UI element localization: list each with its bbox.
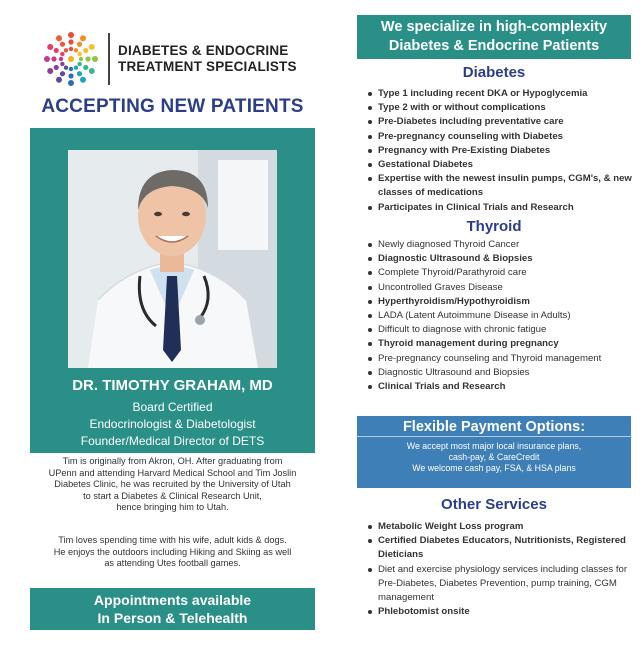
list-item: Diet and exercise physiology services including classes for Pre-Diabetes, Diabetes Prevention, pump training, CGM management <box>367 563 635 606</box>
logo-flower-icon <box>40 28 102 90</box>
bio-paragraph-1 <box>30 456 315 514</box>
list-item: Metabolic Weight Loss program <box>367 520 635 534</box>
specialize-line-2: Diabetes & Endocrine Patients <box>388 38 600 54</box>
list-item: Type 1 including recent DKA or Hypoglycemia <box>367 87 635 101</box>
list-item: Clinical Trials and Research <box>367 380 635 394</box>
logo <box>40 28 310 90</box>
specialize-line-1: We specialize in high-complexity <box>380 19 608 35</box>
logo-line-2: TREATMENT SPECIALISTS <box>118 59 297 74</box>
bio-line: to start a Diabetes & Clinical Research Unit, <box>83 490 262 501</box>
list-item: Diagnostic Ultrasound and Biopsies <box>367 366 635 380</box>
bio-paragraph-2 <box>30 535 315 570</box>
list-item: Hyperthyroidism/Hypothyroidism <box>367 295 635 309</box>
thyroid-list <box>367 238 635 394</box>
diabetes-list <box>367 87 635 215</box>
bio-line: hence bringing him to Utah. <box>116 502 229 513</box>
bio-line: He enjoys the outdoors including Hiking and Skiing as well <box>53 546 292 557</box>
list-item: Participates in Clinical Trials and Research <box>367 201 635 215</box>
specialize-banner <box>357 15 631 59</box>
list-item: Diagnostic Ultrasound & Biopsies <box>367 252 635 266</box>
list-item: Expertise with the newest insulin pumps, CGM's, & new classes of medications <box>367 172 635 200</box>
thyroid-title: Thyroid <box>466 218 522 235</box>
list-item: LADA (Latent Autoimmune Disease in Adults) <box>367 309 635 323</box>
other-services-list <box>367 520 635 619</box>
list-item: Pre-pregnancy counseling with Diabetes <box>367 130 635 144</box>
list-item: Uncontrolled Graves Disease <box>367 281 635 295</box>
payment-banner <box>357 416 631 488</box>
list-item: Pre-pregnancy counseling and Thyroid management <box>367 352 635 366</box>
bio-line: Diabetes Clinic, he was recruited by the University of Utah <box>54 479 291 490</box>
list-item: Thyroid management during pregnancy <box>367 337 635 351</box>
diabetes-title: Diabetes <box>462 64 526 81</box>
list-item: Gestational Diabetes <box>367 158 635 172</box>
bio-line: as attending Utes football games. <box>104 558 241 569</box>
bio-line: Tim loves spending time with his wife, adult kids & dogs. <box>58 535 287 545</box>
payment-line-2: cash-pay, & CareCredit <box>448 452 540 462</box>
doctor-portrait-illustration <box>68 150 277 368</box>
list-item: Phlebotomist onsite <box>367 605 635 619</box>
list-item: Difficult to diagnose with chronic fatigue <box>367 323 635 337</box>
doctor-credential: Board Certified <box>132 400 213 414</box>
accepting-headline: ACCEPTING NEW PATIENTS <box>41 96 304 117</box>
doctor-photo <box>68 150 277 368</box>
doctor-name: DR. TIMOTHY GRAHAM, MD <box>72 377 273 394</box>
bio-line: UPenn and attending Harvard Medical School and Tim Joslin <box>48 467 297 478</box>
payment-line-3: We welcome cash pay, FSA, & HSA plans <box>412 463 576 473</box>
appointments-line-2: In Person & Telehealth <box>97 610 248 626</box>
list-item: Pre-Diabetes including preventative care <box>367 115 635 129</box>
appointments-line-1: Appointments available <box>93 592 252 608</box>
payment-line-1: We accept most major local insurance plans, <box>406 441 582 451</box>
other-services-title: Other Services <box>441 496 547 513</box>
bio-line: Tim is originally from Akron, OH. After graduating from <box>62 456 283 466</box>
payment-divider <box>357 436 631 437</box>
doctor-panel <box>30 128 315 453</box>
logo-divider <box>108 33 110 85</box>
list-item: Pregnancy with Pre-Existing Diabetes <box>367 144 635 158</box>
doctor-specialty: Endocrinologist & Diabetologist <box>89 417 256 431</box>
doctor-role: Founder/Medical Director of DETS <box>80 434 265 448</box>
list-item: Type 2 with or without complications <box>367 101 635 115</box>
appointments-banner <box>30 588 315 630</box>
payment-title: Flexible Payment Options: <box>402 419 586 435</box>
logo-line-1: DIABETES & ENDOCRINE <box>118 43 289 58</box>
list-item: Certified Diabetes Educators, Nutritionists, Registered Dieticians <box>367 534 635 562</box>
logo-wordmark <box>118 43 297 75</box>
list-item: Newly diagnosed Thyroid Cancer <box>367 238 635 252</box>
list-item: Complete Thyroid/Parathyroid care <box>367 266 635 280</box>
